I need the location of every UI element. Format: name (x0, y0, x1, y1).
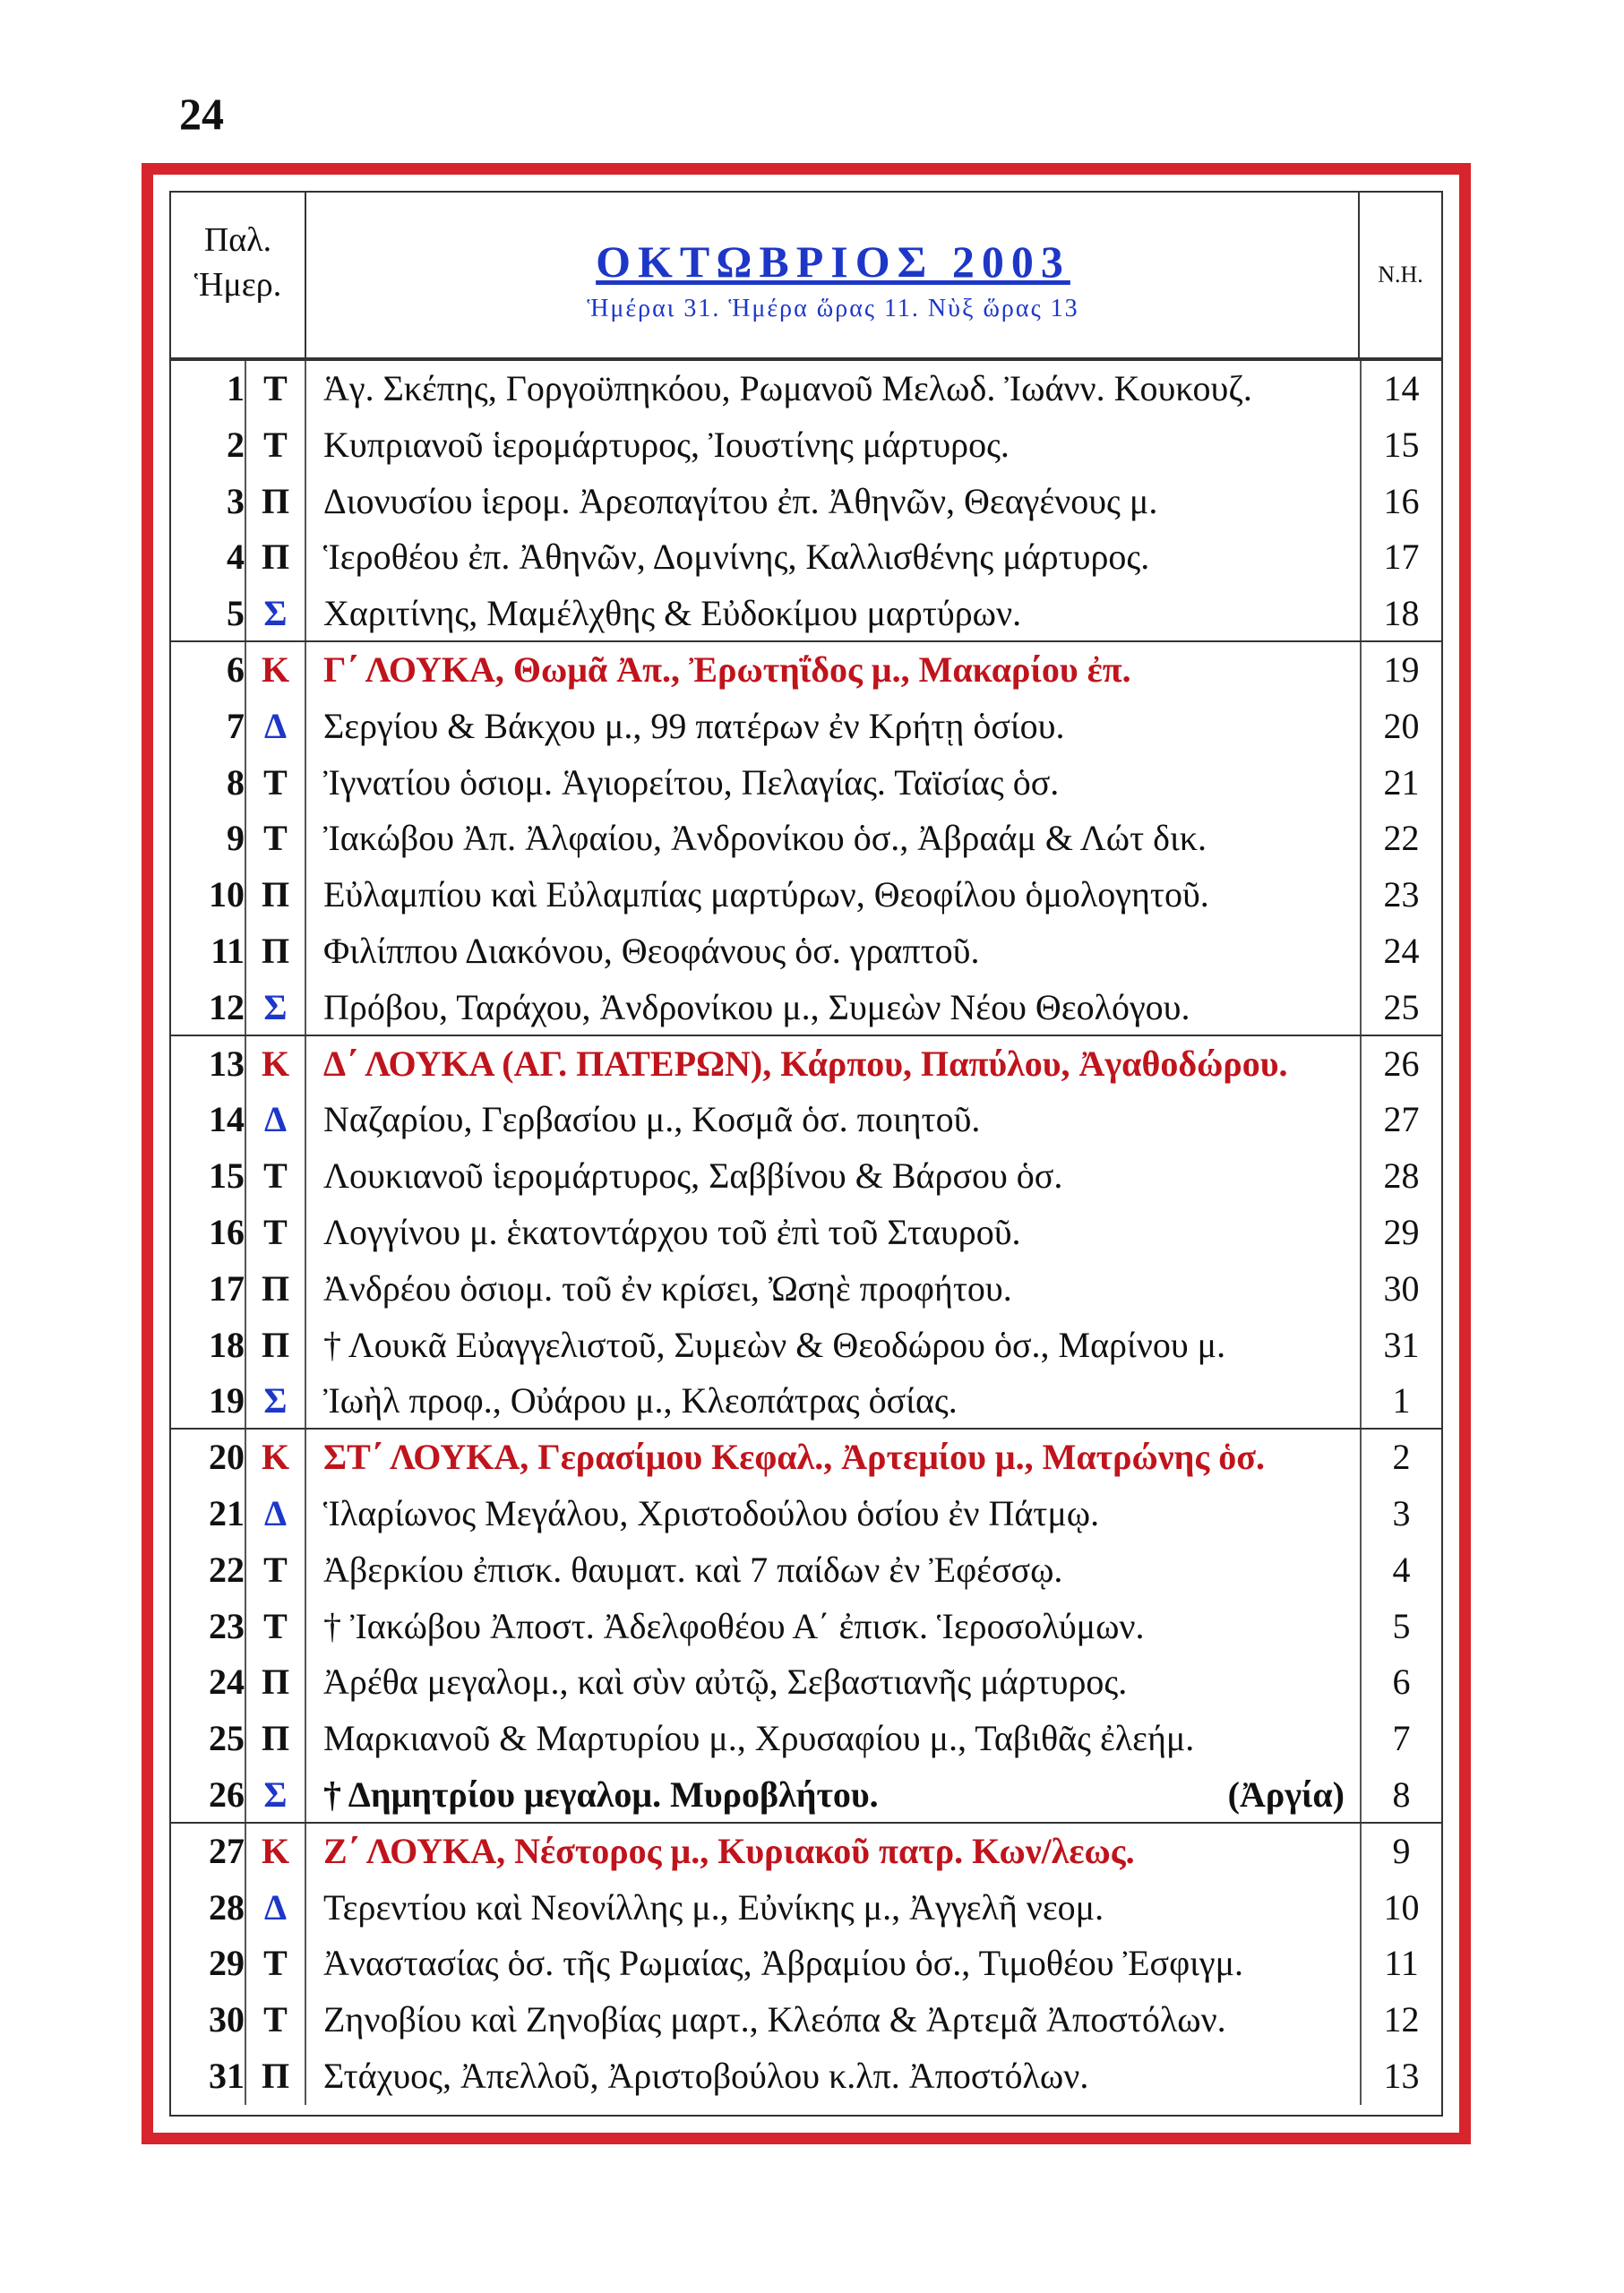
day-number: 10 (209, 874, 245, 915)
new-calendar-day: 25 (1360, 980, 1441, 1036)
weekday-letter: Τ (245, 1205, 306, 1261)
feast-text: Ἱεροθέου ἐπ. Ἀθηνῶν, Δομνίνης, Καλλισθένης μάρτυρος. (323, 537, 1150, 578)
day-number: 27 (209, 1830, 245, 1871)
feast-text: † Λουκᾶ Εὐαγγελιστοῦ, Συμεὼν & Θεοδώρου ὁσ., Μαρίνου μ. (323, 1324, 1226, 1365)
feast-text: ΣΤ΄ ΛΟΥΚΑ, Γερασίμου Κεφαλ., Ἀρτεμίου μ., Ματρώνης ὁσ. (323, 1437, 1265, 1478)
feast-cell (323, 867, 1345, 923)
feast-cell (323, 1486, 1345, 1542)
day-number: 22 (209, 1549, 245, 1590)
day-number: 11 (211, 930, 245, 971)
holiday-note: (Ἀργία) (1227, 1773, 1345, 1815)
day-row (171, 1205, 1441, 1261)
feast-cell (323, 755, 1345, 812)
weekday-letter: Τ (245, 1992, 306, 2048)
new-calendar-day: 2 (1360, 1430, 1441, 1486)
weekday-letter: Κ (245, 1036, 306, 1093)
day-row (171, 867, 1441, 923)
weekday-letter: Π (245, 474, 306, 530)
day-number: 23 (209, 1605, 245, 1646)
new-calendar-day: 18 (1360, 586, 1441, 642)
weekday-letter: Τ (245, 361, 306, 417)
day-row (171, 1430, 1441, 1486)
day-number: 12 (209, 986, 245, 1027)
day-number: 25 (209, 1718, 245, 1759)
feast-cell (323, 1430, 1345, 1486)
feast-text: Τερεντίου καὶ Νεονίλλης μ., Εὐνίκης μ., Ἀγγελῆ νεομ. (323, 1886, 1104, 1928)
feast-cell (323, 1824, 1345, 1880)
feast-cell (323, 699, 1345, 755)
feast-cell (323, 529, 1345, 586)
weekday-letter: Π (245, 923, 306, 980)
feast-text: Διονυσίου ἱερομ. Ἀρεοπαγίτου ἐπ. Ἀθηνῶν, Θεαγένους μ. (323, 480, 1158, 521)
feast-text: Σεργίου & Βάκχου μ., 99 πατέρων ἐν Κρήτῃ ὁσίου. (323, 705, 1065, 746)
month-header (306, 193, 1360, 357)
feast-cell (323, 1036, 1345, 1093)
weekday-letter: Κ (245, 1824, 306, 1880)
feast-text: Κυπριανοῦ ἱερομάρτυρος, Ἰουστίνης μάρτυρος. (323, 424, 1010, 465)
day-number: 1 (227, 368, 245, 408)
new-calendar-day: 4 (1360, 1542, 1441, 1599)
day-row (171, 417, 1441, 474)
feast-text: Ἱλαρίωνος Μεγάλου, Χριστοδούλου ὁσίου ἐν Πάτμῳ. (323, 1492, 1100, 1533)
weekday-letter: Σ (245, 1373, 306, 1430)
weekday-letter: Π (245, 529, 306, 586)
day-row (171, 1092, 1441, 1148)
day-row (171, 1824, 1441, 1880)
day-row (171, 1767, 1441, 1824)
feast-text: Ναζαρίου, Γερβασίου μ., Κοσμᾶ ὁσ. ποιητοῦ. (323, 1099, 981, 1140)
feast-cell (323, 2048, 1345, 2105)
feast-cell (323, 1148, 1345, 1205)
feast-cell (323, 1936, 1345, 1992)
day-number: 18 (209, 1324, 245, 1365)
day-row (171, 1486, 1441, 1542)
feast-text: Ἁγ. Σκέπης, Γοργοϋπηκόου, Ρωμανοῦ Μελωδ. Ἰωάνν. Κουκουζ. (323, 368, 1252, 408)
day-row (171, 1148, 1441, 1205)
new-calendar-day: 11 (1360, 1936, 1441, 1992)
new-calendar-day: 29 (1360, 1205, 1441, 1261)
day-number: 28 (209, 1886, 245, 1928)
day-number: 20 (209, 1437, 245, 1478)
weekday-letter: Τ (245, 417, 306, 474)
day-number: 21 (209, 1492, 245, 1533)
feast-text: Ἰωὴλ προφ., Οὐάρου μ., Κλεοπάτρας ὁσίας. (323, 1380, 958, 1421)
new-calendar-day: 7 (1360, 1711, 1441, 1767)
feast-text: Χαριτίνης, Μαμέλχθης & Εὐδοκίμου μαρτύρων. (323, 593, 1022, 634)
day-number: 7 (227, 705, 245, 746)
day-rows (171, 361, 1441, 2105)
weekday-letter: Σ (245, 586, 306, 642)
day-row (171, 1599, 1441, 1655)
new-calendar-day: 19 (1360, 642, 1441, 699)
new-calendar-day: 20 (1360, 699, 1441, 755)
weekday-letter: Τ (245, 1599, 306, 1655)
new-calendar-day: 3 (1360, 1486, 1441, 1542)
feast-text: Δ΄ ΛΟΥΚΑ (ΑΓ. ΠΑΤΕΡΩΝ), Κάρπου, Παπύλου, Ἀγαθοδώρου. (323, 1043, 1288, 1084)
feast-cell (323, 417, 1345, 474)
new-calendar-day: 12 (1360, 1992, 1441, 2048)
weekday-letter: Δ (245, 1880, 306, 1937)
feast-cell (323, 1373, 1345, 1430)
feast-cell (323, 474, 1345, 530)
new-calendar-day: 10 (1360, 1880, 1441, 1937)
feast-text: Ἀρέθα μεγαλομ., καὶ σὺν αὐτῷ, Σεβαστιανῆς μάρτυρος. (323, 1662, 1128, 1703)
day-row (171, 1654, 1441, 1711)
day-row (171, 1711, 1441, 1767)
day-row (171, 1373, 1441, 1430)
new-calendar-day: 31 (1360, 1318, 1441, 1374)
feast-text: † Ἰακώβου Ἀποστ. Ἀδελφοθέου Α΄ ἐπισκ. Ἱεροσολύμων. (323, 1605, 1145, 1646)
month-subtitle: Ἡμέραι 31. Ἡμέρα ὥρας 11. Νὺξ ὥρας 13 (587, 295, 1079, 322)
feast-cell (323, 586, 1345, 642)
day-number: 14 (209, 1099, 245, 1140)
new-calendar-day: 16 (1360, 474, 1441, 530)
new-calendar-day: 6 (1360, 1654, 1441, 1711)
day-number: 4 (227, 537, 245, 578)
weekday-letter: Π (245, 1318, 306, 1374)
feast-cell (323, 980, 1345, 1036)
weekday-letter: Κ (245, 642, 306, 699)
new-calendar-day: 17 (1360, 529, 1441, 586)
feast-text: Ἰακώβου Ἀπ. Ἀλφαίου, Ἀνδρονίκου ὁσ., Ἀβραάμ & Λώτ δικ. (323, 818, 1207, 859)
day-row (171, 980, 1441, 1036)
feast-text: Εὐλαμπίου καὶ Εὐλαμπίας μαρτύρων, Θεοφίλου ὁμολογητοῦ. (323, 874, 1209, 915)
feast-cell (323, 1711, 1345, 1767)
old-calendar-header (171, 193, 306, 357)
day-row (171, 474, 1441, 530)
calendar-header (171, 193, 1441, 361)
weekday-letter: Π (245, 1261, 306, 1318)
page-number: 24 (179, 89, 224, 139)
day-row (171, 361, 1441, 417)
day-row (171, 811, 1441, 867)
day-row (171, 1880, 1441, 1937)
feast-cell (323, 1767, 1345, 1824)
day-number: 13 (209, 1043, 245, 1084)
new-calendar-day: 23 (1360, 867, 1441, 923)
new-calendar-day: 27 (1360, 1092, 1441, 1148)
day-row (171, 2048, 1441, 2105)
day-row (171, 642, 1441, 699)
weekday-letter: Δ (245, 1092, 306, 1148)
feast-text: Ζ΄ ΛΟΥΚΑ, Νέστορος μ., Κυριακοῦ πατρ. Κων/λεως. (323, 1830, 1135, 1871)
feast-cell (323, 1654, 1345, 1711)
new-calendar-day: 8 (1360, 1767, 1441, 1824)
feast-cell (323, 811, 1345, 867)
day-number: 31 (209, 2055, 245, 2096)
day-number: 8 (227, 761, 245, 803)
feast-cell (323, 1205, 1345, 1261)
new-calendar-day: 26 (1360, 1036, 1441, 1093)
day-row (171, 529, 1441, 586)
new-calendar-day: 28 (1360, 1148, 1441, 1205)
feast-text: Ἀναστασίας ὁσ. τῆς Ρωμαίας, Ἀβραμίου ὁσ., Τιμοθέου Ἐσφιγμ. (323, 1943, 1244, 1984)
feast-cell (323, 1880, 1345, 1937)
feast-cell (323, 1992, 1345, 2048)
calendar-table (169, 191, 1443, 2117)
new-calendar-day: 9 (1360, 1824, 1441, 1880)
new-calendar-day: 15 (1360, 417, 1441, 474)
new-calendar-header: Ν.Η. (1358, 193, 1441, 357)
feast-text: Γ΄ ΛΟΥΚΑ, Θωμᾶ Ἀπ., Ἐρωτηΐδος μ., Μακαρίου ἐπ. (323, 648, 1131, 690)
month-title: ΟΚΤΩΒΡΙΟΣ 2003 (596, 236, 1070, 287)
day-row (171, 755, 1441, 812)
weekday-letter: Δ (245, 1486, 306, 1542)
new-calendar-day: 1 (1360, 1373, 1441, 1430)
day-row (171, 1542, 1441, 1599)
day-number: 29 (209, 1943, 245, 1984)
feast-cell (323, 361, 1345, 417)
day-row (171, 699, 1441, 755)
feast-text: Λουκιανοῦ ἱερομάρτυρος, Σαββίνου & Βάρσου ὁσ. (323, 1155, 1063, 1197)
day-number: 3 (227, 480, 245, 521)
new-calendar-day: 30 (1360, 1261, 1441, 1318)
weekday-letter: Κ (245, 1430, 306, 1486)
feast-text: † Δημητρίου μεγαλομ. Μυροβλήτου. (323, 1773, 879, 1815)
weekday-letter: Π (245, 1711, 306, 1767)
new-calendar-day: 14 (1360, 361, 1441, 417)
weekday-letter: Π (245, 1654, 306, 1711)
feast-cell (323, 1261, 1345, 1318)
day-row (171, 586, 1441, 642)
feast-cell (323, 642, 1345, 699)
day-row (171, 1318, 1441, 1374)
weekday-letter: Σ (245, 980, 306, 1036)
day-number: 17 (209, 1267, 245, 1309)
day-number: 16 (209, 1211, 245, 1252)
new-calendar-day: 21 (1360, 755, 1441, 812)
feast-text: Μαρκιανοῦ & Μαρτυρίου μ., Χρυσαφίου μ., Ταβιθᾶς ἐλεήμ. (323, 1718, 1195, 1759)
feast-text: Φιλίππου Διακόνου, Θεοφάνους ὁσ. γραπτοῦ. (323, 930, 980, 971)
feast-text: Ἰγνατίου ὁσιομ. Ἁγιορείτου, Πελαγίας. Ταϊσίας ὁσ. (323, 761, 1060, 803)
day-number: 26 (209, 1773, 245, 1815)
feast-cell (323, 1092, 1345, 1148)
day-number: 15 (209, 1155, 245, 1197)
new-calendar-day: 24 (1360, 923, 1441, 980)
day-number: 6 (227, 648, 245, 690)
weekday-letter: Τ (245, 1148, 306, 1205)
day-number: 2 (227, 424, 245, 465)
feast-cell (323, 1599, 1345, 1655)
feast-cell (323, 1318, 1345, 1374)
new-calendar-day: 22 (1360, 811, 1441, 867)
weekday-letter: Π (245, 867, 306, 923)
new-calendar-day: 13 (1360, 2048, 1441, 2105)
weekday-letter: Τ (245, 811, 306, 867)
day-label: Ἡμερ. (193, 266, 282, 304)
feast-cell (323, 1542, 1345, 1599)
day-row (171, 1992, 1441, 2048)
day-number: 24 (209, 1662, 245, 1703)
feast-text: Λογγίνου μ. ἑκατοντάρχου τοῦ ἐπὶ τοῦ Σταυροῦ. (323, 1211, 1021, 1252)
day-number: 19 (209, 1380, 245, 1421)
feast-text: Στάχυος, Ἀπελλοῦ, Ἀριστοβούλου κ.λπ. Ἀποστόλων. (323, 2055, 1089, 2096)
old-calendar-label: Παλ. (203, 221, 272, 259)
weekday-letter: Τ (245, 1936, 306, 1992)
weekday-letter: Δ (245, 699, 306, 755)
weekday-letter: Σ (245, 1767, 306, 1824)
new-calendar-day: 5 (1360, 1599, 1441, 1655)
weekday-letter: Τ (245, 1542, 306, 1599)
feast-text: Ζηνοβίου καὶ Ζηνοβίας μαρτ., Κλεόπα & Ἀρτεμᾶ Ἀποστόλων. (323, 1999, 1226, 2040)
feast-text: Πρόβου, Ταράχου, Ἀνδρονίκου μ., Συμεὼν Νέου Θεολόγου. (323, 986, 1190, 1027)
day-row (171, 923, 1441, 980)
feast-text: Ἀβερκίου ἐπισκ. θαυματ. καὶ 7 παίδων ἐν Ἐφέσσῳ. (323, 1549, 1063, 1590)
feast-text: Ἀνδρέου ὁσιομ. τοῦ ἐν κρίσει, Ὠσηὲ προφήτου. (323, 1267, 1012, 1309)
weekday-letter: Τ (245, 755, 306, 812)
day-number: 5 (227, 593, 245, 634)
day-number: 30 (209, 1999, 245, 2040)
day-number: 9 (227, 818, 245, 859)
day-row (171, 1036, 1441, 1093)
day-row (171, 1261, 1441, 1318)
day-row (171, 1936, 1441, 1992)
weekday-letter: Π (245, 2048, 306, 2105)
calendar-frame (142, 163, 1471, 2144)
feast-cell (323, 923, 1345, 980)
